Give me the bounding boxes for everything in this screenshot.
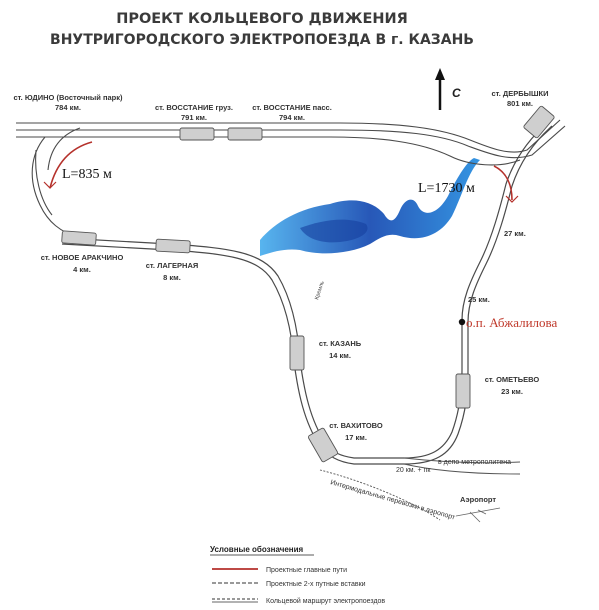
airport-label: Аэропорт	[460, 495, 497, 504]
station-kazan-km: 14 км.	[329, 351, 351, 360]
abzhalilova-stop-icon	[459, 319, 465, 325]
station-box-vosstanie-pass	[228, 128, 262, 140]
station-boxes	[62, 105, 558, 462]
station-vakhitovo-name: ст. ВАХИТОВО	[329, 421, 383, 430]
station-lagernaya-km: 8 км.	[163, 273, 181, 282]
station-derbyshki-name: ст. ДЕРБЫШКИ	[491, 89, 549, 98]
title-line1: ПРОЕКТ КОЛЬЦЕВОГО ДВИЖЕНИЯ	[116, 11, 408, 27]
station-ometyevo-name: ст. ОМЕТЬЕВО	[484, 375, 540, 384]
intermodal-label: Интермодальные перевозки в аэропорт	[329, 479, 456, 522]
legend-item-main	[212, 567, 347, 574]
station-box-vosstanie-gruz	[180, 128, 214, 140]
station-novoe-arakchino-km: 4 км.	[73, 265, 91, 274]
km-mark-25: 25 км.	[468, 295, 490, 304]
legend-heading: Условные обозначения	[210, 545, 304, 554]
mainline-top	[16, 120, 565, 165]
legend-item-double	[212, 581, 366, 588]
station-vosstanie-gruz-km: 791 км.	[181, 113, 207, 122]
station-box-derbyshki	[523, 105, 555, 138]
station-lagernaya-name: ст. ЛАГЕРНАЯ	[145, 261, 199, 270]
kremlin-label: Кремль	[314, 280, 326, 301]
legend-label-main: Проектные главные пути	[266, 567, 348, 574]
station-box-novoe-arakchino	[62, 231, 97, 245]
station-box-lagernaya	[156, 239, 191, 253]
km-mark-20: 20 км. + пк	[396, 467, 431, 474]
length-1730-label: L=1730 м	[418, 181, 475, 196]
station-ometyevo-km: 23 км.	[501, 387, 523, 396]
track-west-loop	[32, 128, 80, 238]
station-novoe-arakchino-name: ст. НОВОЕ АРАКЧИНО	[40, 253, 124, 262]
station-vakhitovo-km: 17 км.	[345, 433, 367, 442]
ring-route	[62, 123, 552, 464]
depot-label: в депо метрополитена	[438, 459, 512, 466]
north-arrow-icon	[435, 68, 445, 110]
station-yudino-km: 784 км.	[55, 103, 81, 112]
legend-item-ring	[212, 597, 385, 605]
north-label: С	[452, 86, 461, 100]
station-vosstanie-gruz-name: ст. ВОССТАНИЕ груз.	[155, 103, 233, 112]
station-derbyshki-km: 801 км.	[507, 99, 533, 108]
station-vosstanie-pass-name: ст. ВОССТАНИЕ пасс.	[252, 103, 332, 112]
legend-label-ring: Кольцевой маршрут электропоездов	[266, 598, 386, 605]
km-mark-27: 27 км.	[504, 229, 526, 238]
legend-label-double: Проектные 2-х путные вставки	[266, 581, 366, 588]
station-vosstanie-pass-km: 794 км.	[279, 113, 305, 122]
station-box-ometyevo	[456, 374, 470, 408]
station-yudino-name: ст. ЮДИНО (Восточный парк)	[13, 93, 123, 102]
abzhalilova-label: о.п. Абжалилова	[466, 315, 558, 330]
river	[260, 158, 480, 256]
airport-icon	[456, 508, 500, 522]
length-835-label: L=835 м	[62, 167, 112, 182]
station-kazan-name: ст. КАЗАНЬ	[318, 339, 362, 348]
station-box-kazan	[290, 336, 304, 370]
title-line2: ВНУТРИГОРОДСКОГО ЭЛЕКТРОПОЕЗДА В г. КАЗАНЬ	[50, 32, 474, 48]
